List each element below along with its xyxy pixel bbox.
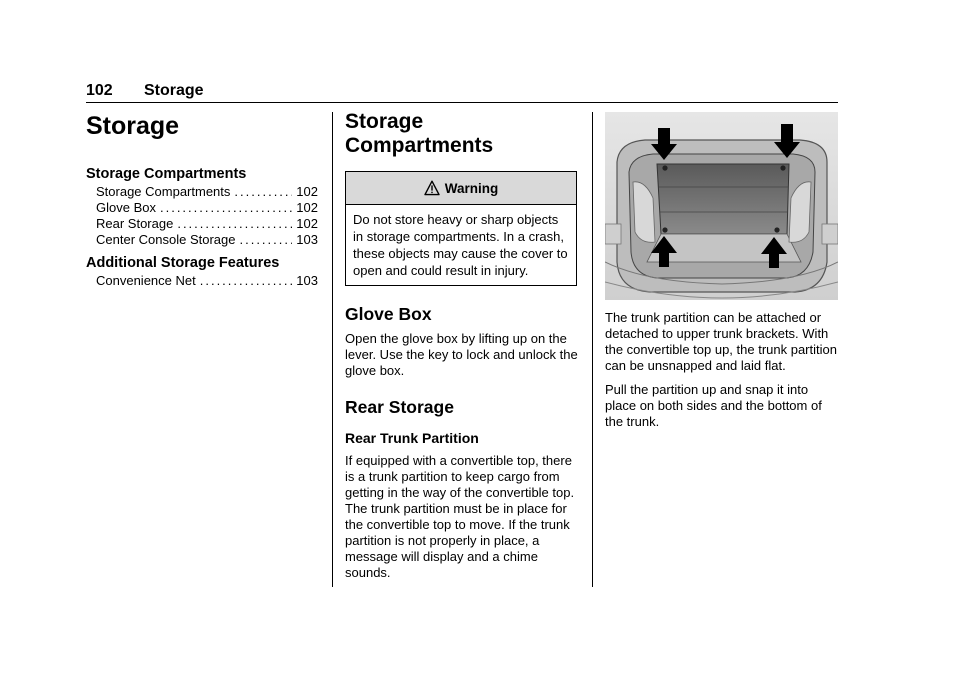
toc-entry-page: 103 [296, 273, 318, 288]
toc-leader-dots [177, 216, 292, 232]
glove-box-heading: Glove Box [345, 304, 432, 324]
rear-trunk-partition-heading: Rear Trunk Partition [345, 430, 479, 446]
trunk-partition-text-2: Pull the partition up and snap it into place on both sides and the bottom of the trunk. [605, 382, 822, 429]
toc-column [86, 112, 322, 289]
section-title-line2: Compartments [345, 134, 494, 157]
toc-entry-label: Convenience Net [96, 273, 196, 288]
toc-entry-label: Glove Box [96, 200, 156, 215]
warning-header [346, 172, 576, 205]
toc-entry-page: 103 [296, 232, 318, 247]
rear-storage-heading: Rear Storage [345, 397, 454, 417]
toc-title: Storage [86, 112, 180, 140]
section-title-line1: Storage [345, 110, 424, 133]
toc-section-heading: Storage Compartments [86, 166, 247, 182]
warning-text: Do not store heavy or sharp objects in storage compartments. In a crash, these objects may cause the cover to open and could result in injury. [353, 212, 568, 278]
column-divider [592, 112, 593, 587]
page-header [86, 82, 838, 103]
toc-leader-dots [200, 273, 293, 289]
trunk-partition-image [605, 112, 838, 300]
toc-entry-label: Center Console Storage [96, 232, 236, 247]
trunk-partition-text-1: The trunk partition can be attached or detached to upper trunk brackets. With the convertible top up, the trunk partition can be unsnapped and laid flat. [605, 310, 837, 373]
toc-entry-page: 102 [296, 184, 318, 199]
warning-box [345, 171, 577, 286]
toc-leader-dots [160, 200, 292, 216]
warning-label: Warning [444, 180, 499, 196]
toc-leader-dots [234, 184, 292, 200]
page-number: 102 [86, 82, 113, 99]
toc-section-heading: Additional Storage Features [86, 255, 280, 271]
toc-entry[interactable] [96, 273, 318, 289]
toc-entry[interactable] [96, 184, 318, 200]
toc-list [96, 184, 322, 248]
toc-entry-label: Storage Compartments [96, 184, 231, 199]
warning-triangle-icon [424, 180, 440, 196]
toc-entry-page: 102 [296, 200, 318, 215]
toc-entry[interactable] [96, 200, 318, 216]
middle-column [345, 110, 580, 581]
toc-entry-label: Rear Storage [96, 216, 174, 231]
toc-entry[interactable] [96, 216, 318, 232]
column-divider [332, 112, 333, 587]
toc-list [96, 273, 322, 289]
toc-leader-dots [239, 232, 292, 248]
right-column [605, 112, 838, 430]
toc-entry-page: 102 [296, 216, 318, 231]
rear-trunk-partition-text: If equipped with a convertible top, there is a trunk partition to keep cargo from getting in the way of the convertible top. The trunk partition must be in place for the convertible top to move. If the trunk partition is not properly in place, a message will display and a chime sounds. [345, 453, 575, 580]
header-title: Storage [144, 82, 204, 99]
toc-entry[interactable] [96, 232, 318, 248]
glove-box-text: Open the glove box by lifting up on the lever. Use the key to lock and unlock the glove box. [345, 331, 578, 378]
